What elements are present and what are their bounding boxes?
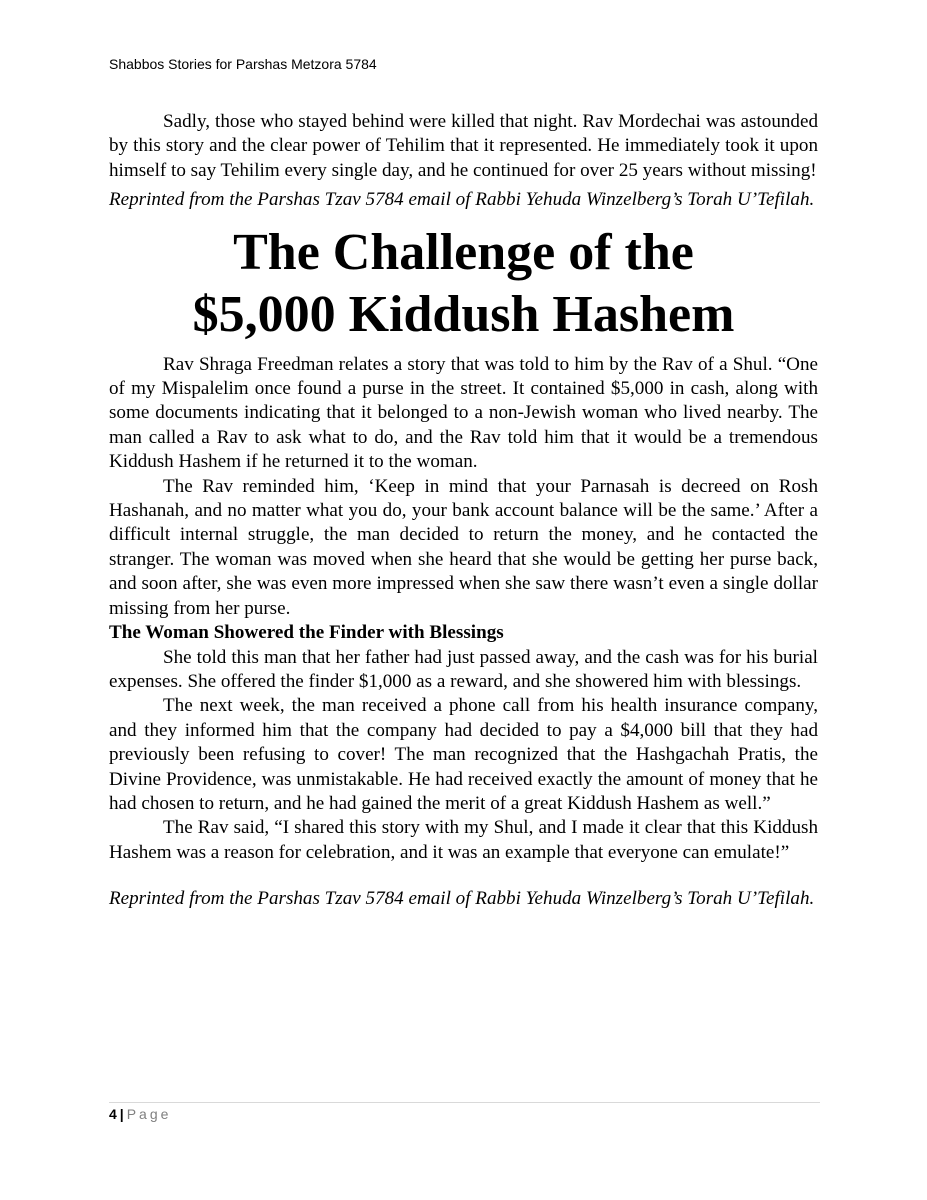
- page-number: 4: [109, 1106, 117, 1122]
- story-paragraph: The next week, the man received a phone call from his health insurance company, and they informed him that the company had decided to pay a $4,000 bill that they had previously been refusing to cover! The man recognized that the Hashgachah Pratis, the Divine Providence, was unmistakable. He had received exactly the amount of money that he had chosen to return, and he had gained the merit of a great Kiddush Hashem as well.”: [109, 695, 818, 814]
- story-paragraph: The Rav reminded him, ‘Keep in mind that your Parnasah is decreed on Rosh Hashanah, and no matter what you do, your bank account balance will be the same.’ After a difficult internal struggle, the man decided to return the money, and he contacted the stranger. The woman was moved when she heard that she would be getting her purse back, and soon after, she was even more impressed when she saw there wasn’t even a single dollar missing from her purse.: [109, 475, 818, 619]
- story-credit: Reprinted from the Parshas Tzav 5784 email of Rabbi Yehuda Winzelberg’s Torah U’Tefilah.: [109, 888, 815, 910]
- previous-story-credit: Reprinted from the Parshas Tzav 5784 email of Rabbi Yehuda Winzelberg’s Torah U’Tefilah.: [109, 189, 815, 211]
- page-label: Page: [126, 1106, 172, 1122]
- page-content: [109, 110, 818, 912]
- story-paragraph: Rav Shraga Freedman relates a story that was told to him by the Rav of a Shul. “One of my Mispalelim once found a purse in the street. It contained $5,000 in cash, along with some documents indicating that it belonged to a non-Jewish woman who lived nearby. The man called a Rav to ask what to do, and the Rav told him that it would be a tremendous Kiddush Hashem if he returned it to the woman.: [109, 353, 818, 473]
- previous-story-paragraph: Sadly, those who stayed behind were killed that night. Rav Mordechai was astounded by this story and the clear power of Tehilim that it represented. He immediately took it upon himself to say Tehilim every single day, and he continued for over 25 years without missing!: [109, 111, 818, 181]
- story-paragraph: She told this man that her father had just passed away, and the cash was for his burial expenses. She offered the finder $1,000 as a reward, and she showered him with blessings.: [109, 646, 818, 692]
- story-title-line-1: The Challenge of the: [233, 223, 694, 281]
- footer-separator: |: [119, 1106, 124, 1122]
- story-title-line-2: $5,000 Kiddush Hashem: [192, 285, 735, 343]
- page-footer: [109, 1106, 171, 1122]
- running-header: Shabbos Stories for Parshas Metzora 5784: [109, 56, 377, 72]
- story-subheading: The Woman Showered the Finder with Blessings: [109, 622, 504, 644]
- footer-divider: [109, 1102, 820, 1103]
- story-title: [109, 222, 818, 346]
- story-paragraph: The Rav said, “I shared this story with my Shul, and I made it clear that this Kiddush Hashem was a reason for celebration, and it was an example that everyone can emulate!”: [109, 817, 818, 863]
